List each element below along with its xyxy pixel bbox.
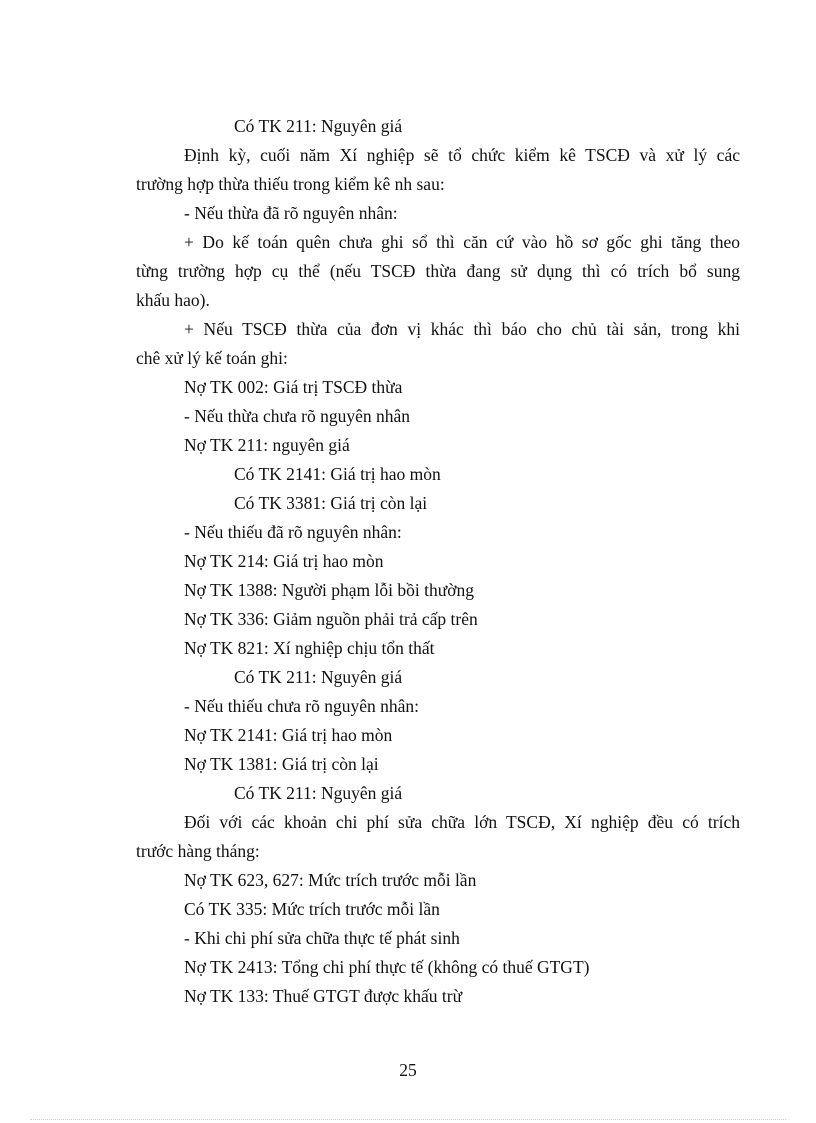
text-line: Nợ TK 336: Giảm nguồn phải trả cấp trên: [184, 609, 478, 629]
text-line: Nợ TK 214: Giá trị hao mòn: [184, 551, 384, 571]
text-line: Nợ TK 133: Thuế GTGT được khấu trừ: [184, 986, 463, 1006]
text-line: Nợ TK 623, 627: Mức trích trước mỗi lần: [184, 870, 477, 890]
text-line: - Nếu thiếu đã rõ nguyên nhân:: [184, 522, 402, 542]
text-line: + Do kế toán quên chưa ghi sổ thì căn cứ vào hồ sơ gốc ghi tăng theo: [184, 232, 740, 252]
text-line: Có TK 211: Nguyên giá: [234, 116, 403, 136]
text-line: Định kỳ, cuối năm Xí nghiệp sẽ tổ chức kiểm kê TSCĐ và xử lý các: [184, 145, 740, 165]
text-line: Có TK 2141: Giá trị hao mòn: [234, 464, 441, 484]
text-line: Nợ TK 1388: Người phạm lỗi bồi thường: [184, 580, 474, 600]
text-line: Nợ TK 211: nguyên giá: [184, 435, 350, 455]
text-line: - Nếu thừa đã rõ nguyên nhân:: [184, 203, 398, 223]
page-number: 25: [399, 1060, 417, 1080]
text-line: - Nếu thừa chưa rõ nguyên nhân: [184, 406, 410, 426]
text-line: Đối với các khoản chi phí sửa chữa lớn TSCĐ, Xí nghiệp đều có trích: [184, 812, 740, 832]
text-line: Nợ TK 002: Giá trị TSCĐ thừa: [184, 377, 403, 397]
page-body: [136, 112, 740, 1011]
text-line: khấu hao).: [136, 290, 210, 310]
text-line: Nợ TK 821: Xí nghiệp chịu tổn thất: [184, 638, 435, 658]
text-line: trước hàng tháng:: [136, 841, 260, 861]
text-line: - Nếu thiếu chưa rõ nguyên nhân:: [184, 696, 419, 716]
text-line: + Nếu TSCĐ thừa của đơn vị khác thì báo cho chủ tài sản, trong khi: [184, 319, 740, 339]
text-line: Nợ TK 1381: Giá trị còn lại: [184, 754, 379, 774]
text-line: - Khi chi phí sửa chữa thực tế phát sinh: [184, 928, 460, 948]
text-line: Có TK 211: Nguyên giá: [234, 667, 403, 687]
text-line: từng trường hợp cụ thể (nếu TSCĐ thừa đang sử dụng thì có trích bổ sung: [136, 261, 740, 281]
text-line: Nợ TK 2141: Giá trị hao mòn: [184, 725, 393, 745]
footer-divider: [30, 1119, 786, 1120]
text-line: Có TK 211: Nguyên giá: [234, 783, 403, 803]
text-line: Có TK 335: Mức trích trước mỗi lần: [184, 899, 440, 919]
text-line: Có TK 3381: Giá trị còn lại: [234, 493, 428, 513]
text-line: chê xử lý kế toán ghi:: [136, 348, 288, 368]
text-line: trường hợp thừa thiếu trong kiểm kê nh sau:: [136, 174, 445, 194]
text-line: Nợ TK 2413: Tổng chi phí thực tế (không có thuế GTGT): [184, 957, 590, 977]
